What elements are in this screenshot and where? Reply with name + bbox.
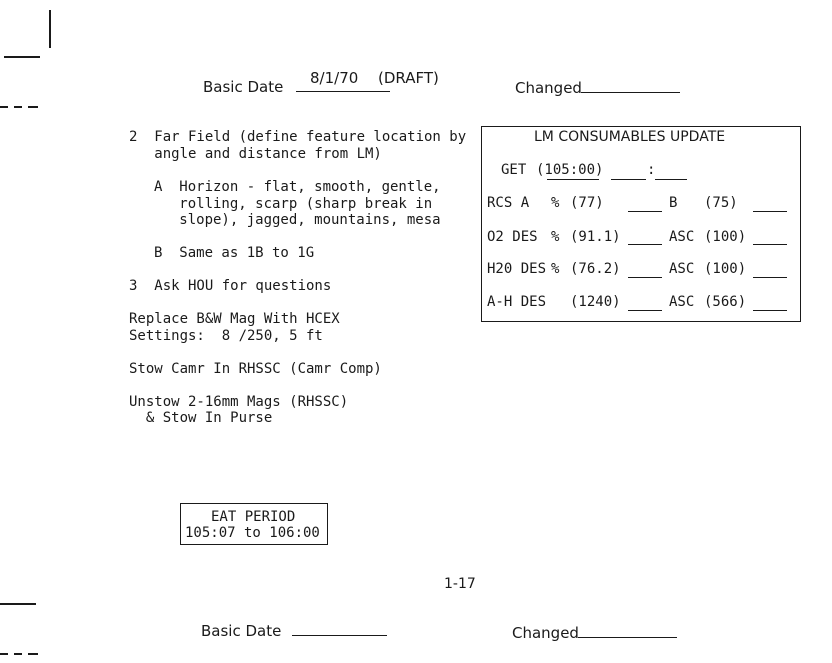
row-b-a-h-des: ASC [669,294,695,310]
unstow-line-1: Unstow 2-16mm Mags (RHSSC) [129,394,349,410]
row-b-o2-des: ASC [669,229,695,245]
eat-period-range: 105:07 to 106:00 [185,525,320,541]
ask-hou-line: 3 Ask HOU for questions [129,278,332,294]
far-field-b-line: B Same as 1B to 1G [154,245,315,261]
consumables-title: LM CONSUMABLES UPDATE [534,129,726,145]
consumables-get-label: GET [501,162,527,178]
footer-basic-date-line [292,635,387,636]
header-basic-date-label: Basic Date [203,78,284,96]
margin-dash-1 [0,106,8,108]
row-blank2-h2o-des [753,277,787,278]
row-label-o2-des: O2 DES [487,229,538,245]
far-field-a-line-3: slope), jagged, mountains, mesa [154,212,441,228]
row-blank1-o2-des [628,244,662,245]
eat-period-box [180,503,328,545]
consumables-get-blank-2 [655,179,687,180]
margin-mark-top [4,56,40,58]
far-field-line-2: angle and distance from LM) [129,146,382,162]
consumables-get-blank-1 [611,179,646,180]
margin-dash-5 [14,653,22,655]
row-val1-a-h-des: (1240) [570,294,621,310]
row-label-h2o-des: H20 DES [487,261,547,277]
far-field-a-line-1: A Horizon - flat, smooth, gentle, [154,179,441,195]
row-b-rcs-a: B [669,195,678,211]
row-pct-h2o-des: % [551,261,560,277]
consumables-get-colon: : [647,162,656,178]
row-blank2-rcs-a [753,211,787,212]
row-val2-h2o-des: (100) [704,261,747,277]
header-draft-label: (DRAFT) [378,69,439,87]
margin-dash-3 [28,106,38,108]
replace-mag-line-2: Settings: 8 /250, 5 ft [129,328,323,344]
stow-camr-line: Stow Camr In RHSSC (Camr Comp) [129,361,382,377]
far-field-line-1: 2 Far Field (define feature location by [129,129,467,145]
margin-dash-6 [28,653,38,655]
row-pct-o2-des: % [551,229,560,245]
row-blank1-a-h-des [628,310,662,311]
row-label-rcs-a: RCS A [487,195,530,211]
header-basic-date-value: 8/1/70 [310,69,359,87]
page-number: 1-17 [444,576,476,592]
row-label-a-h-des: A-H DES [487,294,547,310]
margin-dash-2 [14,106,22,108]
footer-changed-label: Changed [512,624,579,642]
margin-mark-bottom [0,603,36,605]
row-blank1-rcs-a [628,211,662,212]
row-blank1-h2o-des [628,277,662,278]
footer-basic-date-label: Basic Date [201,622,282,640]
footer-changed-line [578,637,677,638]
replace-mag-line-1: Replace B&W Mag With HCEX [129,311,340,327]
margin-vertical-mark [49,10,51,48]
consumables-box [481,126,801,322]
row-pct-rcs-a: % [551,195,560,211]
row-val1-o2-des: (91.1) [570,229,621,245]
header-changed-line [581,92,680,93]
header-changed-label: Changed [515,79,582,97]
row-val1-h2o-des: (76.2) [570,261,621,277]
row-val2-o2-des: (100) [704,229,747,245]
margin-dash-4 [0,653,8,655]
row-blank2-o2-des [753,244,787,245]
far-field-a-line-2: rolling, scarp (sharp break in [154,196,433,212]
eat-period-title: EAT PERIOD [211,509,296,525]
unstow-line-2: & Stow In Purse [129,410,273,426]
row-val2-rcs-a: (75) [704,195,738,211]
row-val1-rcs-a: (77) [570,195,604,211]
consumables-get-value: (105:00) [536,162,604,178]
row-val2-a-h-des: (566) [704,294,747,310]
row-blank2-a-h-des [753,310,787,311]
row-b-h2o-des: ASC [669,261,695,277]
consumables-get-underline [547,179,599,180]
header-basic-date-line [296,91,390,92]
